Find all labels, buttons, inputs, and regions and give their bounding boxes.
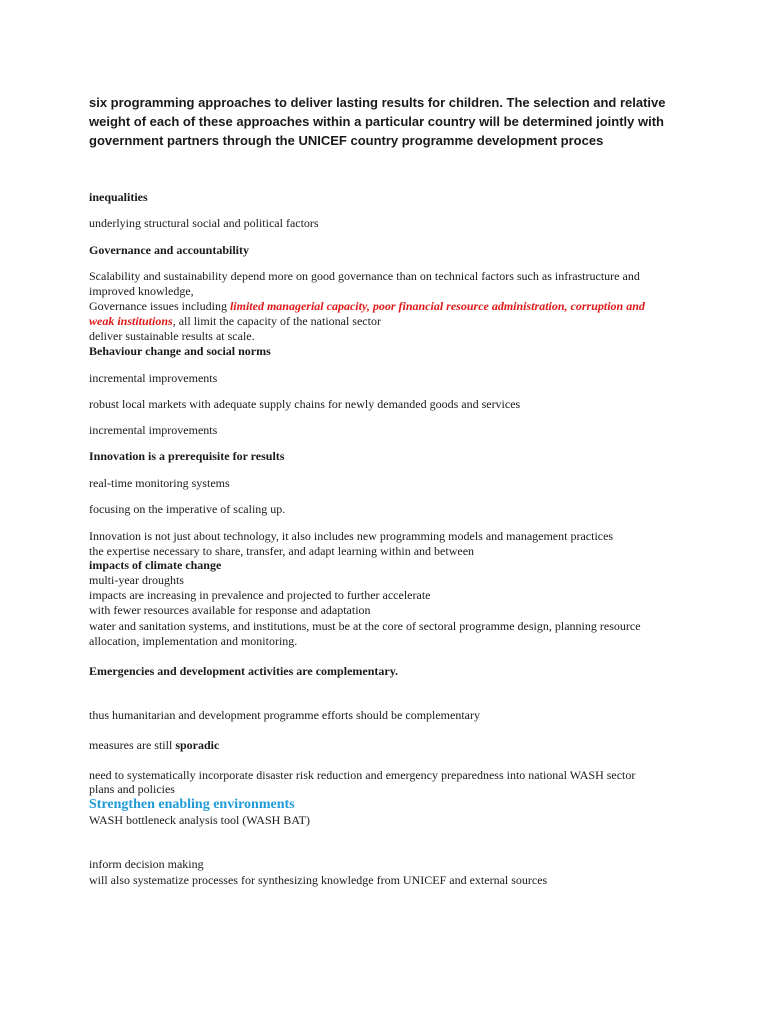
text-governance-issues-2 bbox=[89, 314, 381, 329]
text-underlying: underlying structural social and political factors bbox=[89, 216, 319, 230]
text-innovation-not: Innovation is not just about technology, it also includes new programming models and management practices bbox=[89, 529, 614, 543]
text-scalability-1: Scalability and sustainability depend more on good governance than on technical factors such as infrastructure and bbox=[89, 269, 640, 283]
text-thus: thus humanitarian and development programme efforts should be complementary bbox=[89, 708, 481, 722]
text-gov-emphasis-1: limited managerial capacity, poor financial resource administration, corruption and bbox=[229, 299, 645, 313]
text-measures-bold: sporadic bbox=[175, 738, 220, 752]
text-gov-prefix: Governance issues including bbox=[89, 299, 230, 313]
text-incremental-2: incremental improvements bbox=[89, 423, 218, 437]
text-incremental-1: incremental improvements bbox=[89, 371, 218, 385]
heading-inequalities: inequalities bbox=[89, 190, 148, 204]
text-inform: inform decision making bbox=[89, 857, 204, 871]
text-robust: robust local markets with adequate supply chains for newly demanded goods and services bbox=[89, 397, 521, 411]
text-fewer: with fewer resources available for response and adaptation bbox=[89, 603, 371, 617]
text-droughts: multi-year droughts bbox=[89, 573, 184, 587]
intro-paragraph: six programming approaches to deliver lasting results for children. The selection and relative weight of each of these approaches within a particular country will be determined jointly with government partners through the UNICEF country programme development proces bbox=[89, 95, 666, 148]
text-water-1: water and sanitation systems, and institutions, must be at the core of sectoral programme design, planning resource bbox=[89, 619, 641, 633]
text-realtime: real-time monitoring systems bbox=[89, 476, 230, 490]
text-scalability-2: improved knowledge, bbox=[89, 284, 194, 298]
text-expertise: the expertise necessary to share, transfer, and adapt learning within and between bbox=[89, 544, 475, 558]
heading-governance: Governance and accountability bbox=[89, 243, 250, 257]
heading-emergencies: Emergencies and development activities are complementary. bbox=[89, 664, 399, 678]
text-measures-prefix: measures are still bbox=[89, 738, 176, 752]
heading-strengthen: Strengthen enabling environments bbox=[89, 797, 295, 812]
text-focusing: focusing on the imperative of scaling up. bbox=[89, 502, 286, 516]
text-governance-issues-1 bbox=[89, 299, 645, 314]
heading-behaviour: Behaviour change and social norms bbox=[89, 344, 271, 358]
text-gov-emphasis-2: weak institutions bbox=[89, 314, 173, 328]
text-need-2: plans and policies bbox=[89, 782, 175, 796]
text-measures bbox=[89, 738, 219, 753]
text-wash-bat: WASH bottleneck analysis tool (WASH BAT) bbox=[89, 813, 310, 827]
heading-climate: impacts of climate change bbox=[89, 558, 222, 572]
text-deliver: deliver sustainable results at scale. bbox=[89, 329, 255, 343]
text-need-1: need to systematically incorporate disaster risk reduction and emergency preparedness into national WASH sector bbox=[89, 768, 636, 782]
text-systematize: will also systematize processes for synthesizing knowledge from UNICEF and external sources bbox=[89, 873, 548, 887]
heading-innovation: Innovation is a prerequisite for results bbox=[89, 449, 285, 463]
text-gov-suffix: , all limit the capacity of the national sector bbox=[172, 314, 381, 328]
text-water-2: allocation, implementation and monitoring. bbox=[89, 634, 298, 648]
text-impacts: impacts are increasing in prevalence and projected to further accelerate bbox=[89, 588, 431, 602]
